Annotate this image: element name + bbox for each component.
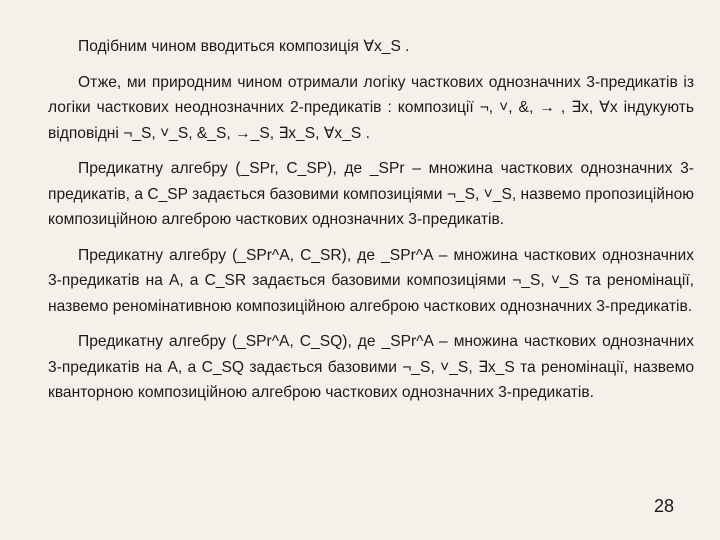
- paragraph-logic-derivation: Отже, ми природним чином отримали логіку часткових однозначних 3-предикатів із логіки часткових неоднозначних 2-предикатів : композиції ¬, ˅, &, → , ∃x, ∀x індукують відповідні ¬_S, ˅_S, &_S, →_S, ∃x_S, ∀x_S .: [48, 73, 694, 142]
- paragraph-renominative-algebra: Предикатну алгебру (_SPr^A, C_SR), де _SPr^A – множина часткових однозначних 3-предикатів на A, а C_SR задається базовими композиціями ¬_S, ˅_S та реномінації, назвемо реномінативною композиційною алгеброю часткових однозначних 3-предикатів.: [48, 246, 694, 315]
- slide-body: [48, 34, 694, 416]
- page-number: 28: [653, 496, 674, 516]
- paragraph-composition-forall: Подібним чином вводиться композиція ∀x_S .: [78, 38, 410, 55]
- paragraph-propositional-algebra: Предикатну алгебру (_SPr, C_SP), де _SPr – множина часткових однозначних 3-предикатів, а C_SP задається базовими композиціями ¬_S, ˅_S, назвемо пропозиційною композиційною алгеброю часткових однозначних 3-предикатів.: [48, 160, 694, 228]
- paragraph-quantifier-algebra: Предикатну алгебру (_SPr^A, C_SQ), де _SPr^A – множина часткових однозначних 3-предикатів на A, а C_SQ задається базовими ¬_S, ˅_S, ∃x_S та реномінації, назвемо кванторною композиційною алгеброю часткових однозначних 3-предикатів.: [48, 333, 694, 401]
